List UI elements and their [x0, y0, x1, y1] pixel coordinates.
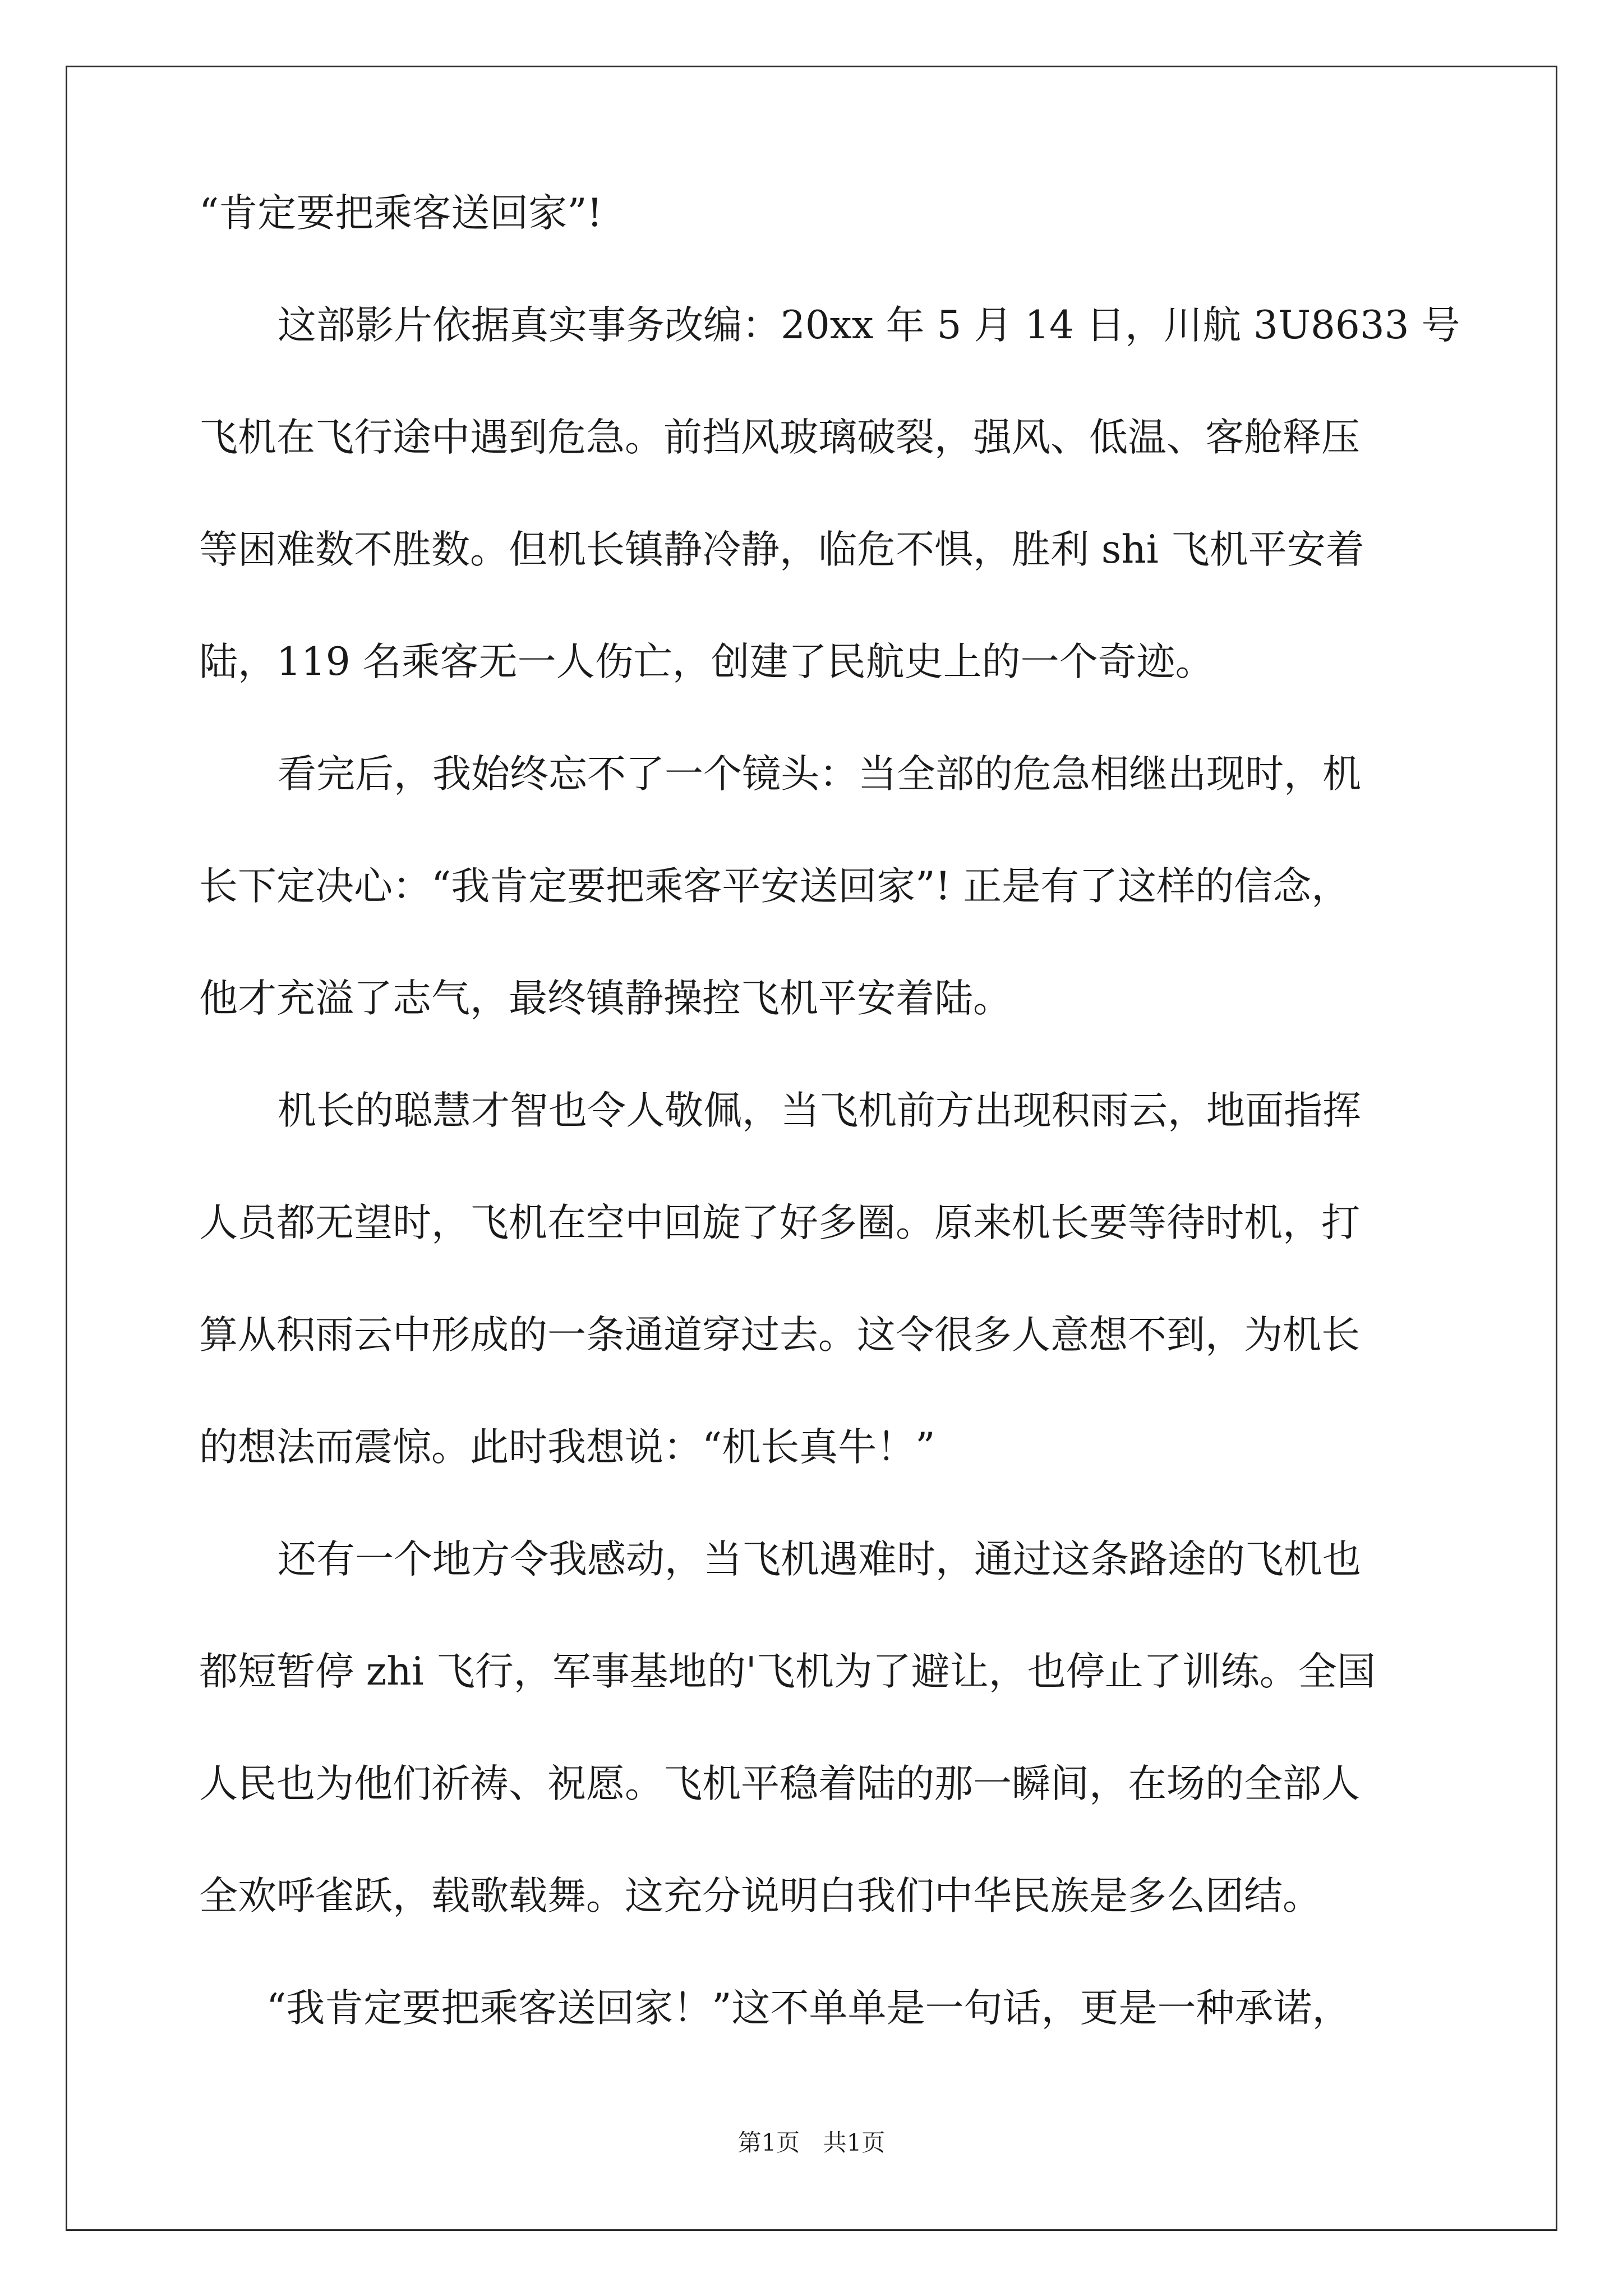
- text-line: 飞机在飞行途中遇到危急。前挡风玻璃破裂，强风、低温、客舱释压: [199, 415, 1360, 460]
- text-line: 算从积雨云中形成的一条通道穿过去。这令很多人意想不到，为机长: [199, 1313, 1360, 1358]
- text-line: 长下定决心：“我肯定要把乘客平安送回家”! 正是有了这样的信念，: [199, 864, 1350, 909]
- text-line: 都短暂停 zhi 飞行，军事基地的'飞机为了避让，也停止了训练。全国: [199, 1649, 1376, 1694]
- page-total: 共1页: [823, 2129, 886, 2156]
- text-line: 陆，119 名乘客无一人伤亡，创建了民航史上的一个奇迹。: [199, 639, 1214, 684]
- text-line: 人民也为他们祈祷、祝愿。飞机平稳着陆的那一瞬间，在场的全部人: [199, 1761, 1360, 1806]
- text-line: 他才充溢了志气，最终镇静操控飞机平安着陆。: [199, 976, 1012, 1021]
- text-line: “肯定要把乘客送回家”!: [199, 191, 603, 236]
- text-line: 的想法而震惊。此时我想说：“机长真牛！”: [199, 1425, 935, 1470]
- page-footer: [0, 2126, 1623, 2160]
- page-number: 第1页: [737, 2129, 800, 2156]
- text-line: 这部影片依据真实事务改编：20xx 年 5 月 14 日，川航 3U8633 号: [278, 303, 1460, 348]
- text-line: 等困难数不胜数。但机长镇静冷静，临危不惧，胜利 shi 飞机平安着: [199, 527, 1364, 572]
- text-line: 还有一个地方令我感动，当飞机遇难时，通过这条路途的飞机也: [278, 1537, 1361, 1582]
- text-line: “我肯定要把乘客送回家！”这不单单是一句话，更是一种承诺，: [266, 1986, 1351, 2031]
- text-line: 机长的聪慧才智也令人敬佩，当飞机前方出现积雨云，地面指挥: [278, 1088, 1361, 1133]
- text-line: 人员都无望时，飞机在空中回旋了好多圈。原来机长要等待时机，打: [199, 1200, 1360, 1245]
- text-line: 全欢呼雀跃，载歌载舞。这充分说明白我们中华民族是多么团结。: [199, 1874, 1321, 1918]
- text-line: 看完后，我始终忘不了一个镜头：当全部的危急相继出现时，机: [278, 752, 1361, 797]
